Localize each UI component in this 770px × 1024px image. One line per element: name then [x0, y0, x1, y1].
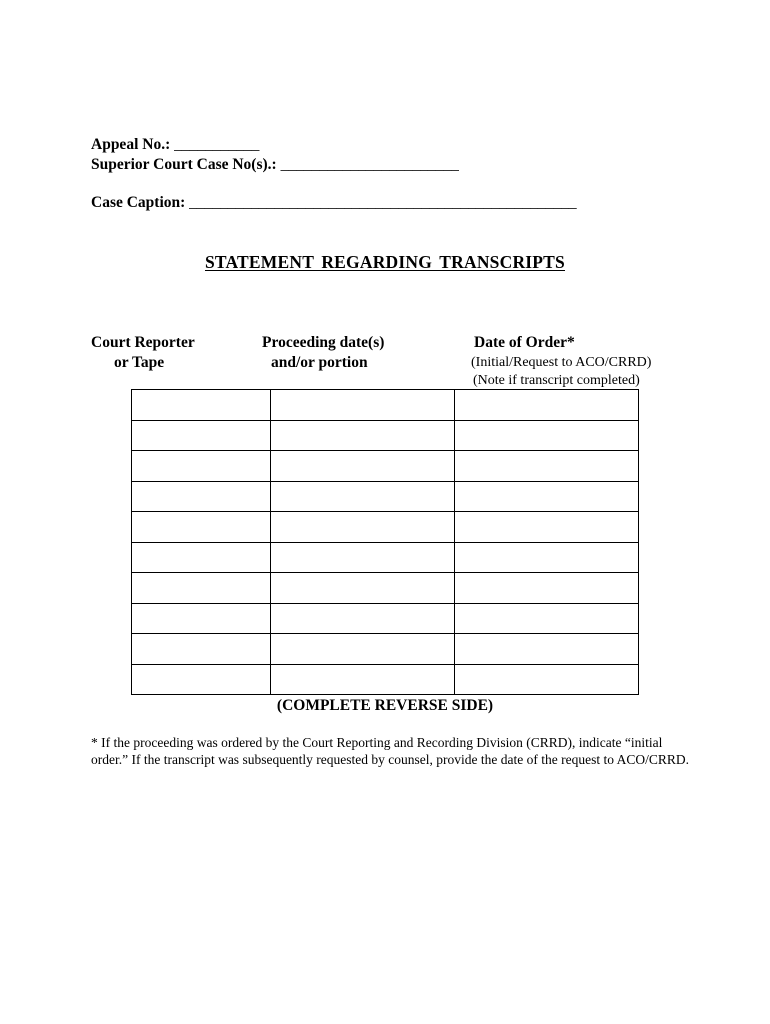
case-caption-blank[interactable]: __________________________________________________: [189, 194, 577, 211]
table-row: [132, 512, 639, 543]
table-cell-court-reporter[interactable]: [132, 634, 271, 665]
column-header-court-reporter-line2: or Tape: [114, 354, 165, 371]
transcripts-table: [131, 389, 639, 695]
appeal-number-label: Appeal No.:: [91, 136, 171, 153]
table-row: [132, 481, 639, 512]
table-cell-proceeding-dates[interactable]: [271, 542, 455, 573]
table-cell-proceeding-dates[interactable]: [271, 481, 455, 512]
table-row: [132, 451, 639, 482]
table-cell-court-reporter[interactable]: [132, 451, 271, 482]
table-cell-date-of-order[interactable]: [455, 542, 639, 573]
table-cell-date-of-order[interactable]: [455, 451, 639, 482]
table-row: [132, 420, 639, 451]
table-cell-date-of-order[interactable]: [455, 420, 639, 451]
complete-reverse-side-note: (COMPLETE REVERSE SIDE): [276, 697, 494, 714]
appeal-number-field[interactable]: [91, 136, 259, 154]
table-cell-proceeding-dates[interactable]: [271, 603, 455, 634]
column-header-date-of-order: Date of Order*: [474, 334, 575, 351]
table-cell-date-of-order[interactable]: [455, 664, 639, 695]
table-cell-date-of-order[interactable]: [455, 512, 639, 543]
table-row: [132, 634, 639, 665]
column-header-proceeding-dates-line2: and/or portion: [271, 354, 368, 371]
column-note-initial-request: (Initial/Request to ACO/CRRD): [471, 355, 652, 370]
table-cell-court-reporter[interactable]: [132, 573, 271, 604]
table-cell-proceeding-dates[interactable]: [271, 420, 455, 451]
table-cell-date-of-order[interactable]: [455, 634, 639, 665]
column-header-court-reporter-line1: Court Reporter: [91, 334, 195, 351]
table-cell-court-reporter[interactable]: [132, 664, 271, 695]
table-row: [132, 603, 639, 634]
table-row: [132, 664, 639, 695]
table-cell-proceeding-dates[interactable]: [271, 451, 455, 482]
column-header-proceeding-dates-line1: Proceeding date(s): [262, 334, 385, 351]
case-caption-label: Case Caption:: [91, 194, 186, 211]
table-cell-date-of-order[interactable]: [455, 603, 639, 634]
table-cell-court-reporter[interactable]: [132, 481, 271, 512]
column-header-court-reporter: [91, 333, 195, 373]
footnote: * If the proceeding was ordered by the Court Reporting and Recording Division (CRRD), indicate “initial order.” If the transcript was subsequently requested by counsel, provide the date of the request to ACO/CRRD.: [91, 735, 689, 767]
table-cell-proceeding-dates[interactable]: [271, 664, 455, 695]
superior-court-case-blank[interactable]: _______________________: [280, 156, 459, 173]
table-cell-court-reporter[interactable]: [132, 390, 271, 421]
column-header-proceeding-dates: [262, 333, 384, 373]
table-cell-date-of-order[interactable]: [455, 390, 639, 421]
table-row: [132, 542, 639, 573]
appeal-number-blank[interactable]: ___________: [174, 136, 260, 153]
superior-court-case-label: Superior Court Case No(s).:: [91, 156, 277, 173]
table-cell-proceeding-dates[interactable]: [271, 512, 455, 543]
case-caption-field[interactable]: [91, 194, 577, 212]
page-title: STATEMENT REGARDING TRANSCRIPTS: [204, 252, 565, 272]
table-cell-proceeding-dates[interactable]: [271, 634, 455, 665]
table-row: [132, 573, 639, 604]
column-note-transcript-completed: (Note if transcript completed): [473, 373, 640, 388]
table-cell-proceeding-dates[interactable]: [271, 390, 455, 421]
table-row: [132, 390, 639, 421]
table-cell-court-reporter[interactable]: [132, 603, 271, 634]
table-cell-court-reporter[interactable]: [132, 542, 271, 573]
superior-court-case-field[interactable]: [91, 156, 459, 174]
table-cell-court-reporter[interactable]: [132, 420, 271, 451]
table-cell-court-reporter[interactable]: [132, 512, 271, 543]
table-cell-date-of-order[interactable]: [455, 573, 639, 604]
table-cell-date-of-order[interactable]: [455, 481, 639, 512]
table-cell-proceeding-dates[interactable]: [271, 573, 455, 604]
